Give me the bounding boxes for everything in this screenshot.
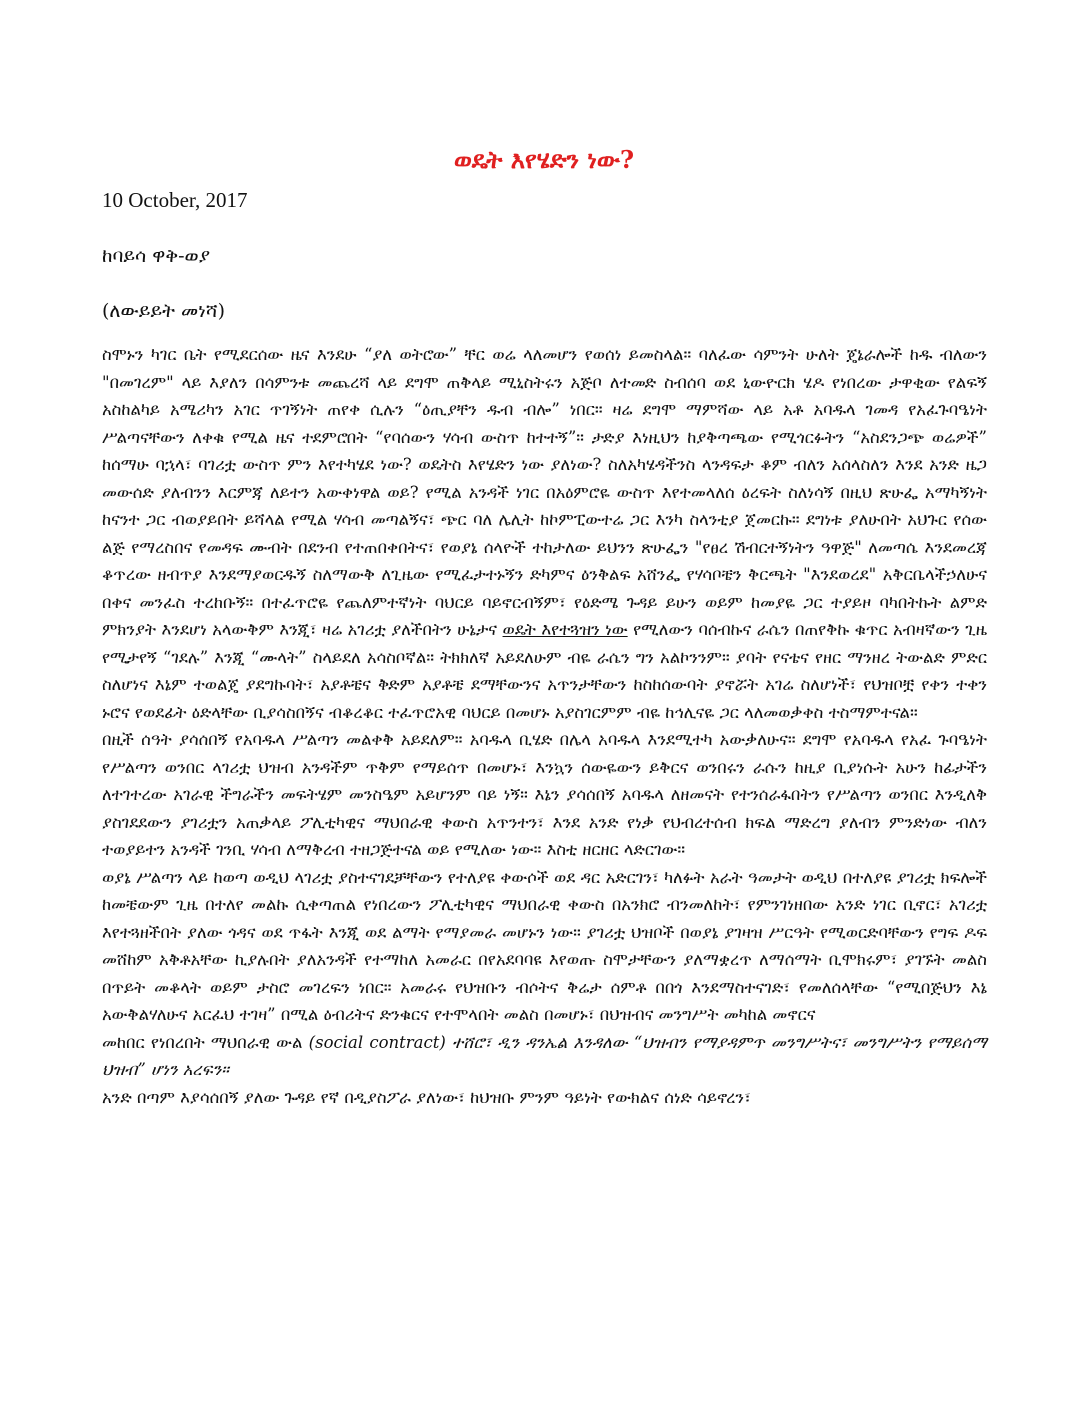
paragraph-text: የሚለውን ባሰብኩና ራሴን በጠየቅኩ ቁጥር አብዛኛውን ጊዜ የሚታየኝ “ገደሉ” እንጂ “ሙላት” ስላይደለ አሳስቦኛል። ትክክለኛ አይደለሁም ብዬ ራሴን ግን አልኮንንም። ያባት የናቴና የዘር ማንዘረ ትውልድ ምድር ስለሆነና እኔም ተወልጄ ያደግኩባት፣ አያቶቼና ቅድም አያቶቼ ደማቸውንና አጥንታቸውን ከስከሰውባት ያኖሯት አገሬ ስለሆነች፣ የህዝቦቿ የቀን ተቀን ኑሮና የወደፊት ዕድላቸው ቢያሳስበኝና ብቆረቆር ተፈጥሮአዊ ባህርይ በመሆኑ አያስገርምም ብዬ ከኅሊናዬ ጋር ላለመወቃቀስ ተስማምተናል። bbox=[102, 620, 987, 722]
author-line: ከባይሳ ዋቅ-ወያ bbox=[102, 245, 211, 267]
paragraph-3 bbox=[102, 864, 987, 1029]
paragraph-4 bbox=[102, 1029, 987, 1084]
article-body bbox=[102, 341, 987, 1111]
paragraph-text: አንድ በጣም እያሳሰበኝ ያለው ጉዳይ የኛ በዲያስፖራ ያለነው፣ ከህዝቡ ምንም ዓይነት የውክልና ሰነድ ሳይኖረን፣ bbox=[102, 1087, 751, 1107]
document-date: 10 October, 2017 bbox=[102, 188, 248, 212]
paragraph-text: በዚች ሰዓት ያሳሰበኝ የአባዱላ ሥልጣን መልቀቅ አይደለም። አባዱላ ቢሄድ በሌላ አባዱላ እንደሚተካ አውቃለሁና። ደግሞ የአባዱላ የአፈ ጉባዔነት የሥልጣን ወንበር ላገሪቷ ህዝብ አንዳችም ጥቅም የማይሰጥ በመሆኑ፣ እንኳን ሰውዬውን ይቅርና ወንበሩን ራሱን ከዚያ ቢያነሱት አሁን ከፊታችን ለተገተረው አገራዊ ችግራችን መፍትሄም መንስዔም አይሆንም ባይ ነኝ። እኔን ያሳሰበኝ አባዱላ ለዘመናት የተንሰራፋበትን የሥልጣን ወንበር እንዲለቅ ያስገደደውን ያገሪቷን አጠቃላይ ፖሊቲካዊና ማህበራዊ ቀውስ አጥንተን፣ እንደ አንድ የነቃ የህብረተሰብ ክፍል ማድረግ ያለብን ምንድነው ብለን ተወያይተን አንዳች ገንቢ ሃሳብ ለማቅረብ ተዘጋጅተናል ወይ የሚለው ነው። እስቲ ዘርዘር ላድርገው። bbox=[102, 730, 987, 859]
document-title: ወዴት እየሄድን ነው? bbox=[453, 145, 635, 174]
paragraph-text: ስሞኑን ካገር ቤት የሚደርሰው ዜና እንደሁ “ያለ ወትሮው” ቸር ወሬ ላለመሆን የወሰነ ይመስላል። ባለፈው ሳምንት ሁለት ጄኔራሎች ከዱ ብለውን "በመገረም" ላይ እያለን በሳምንቱ መጨረሻ ላይ ደግሞ ጠቅላይ ሚኒስትሩን አጅቦ ለተመድ ስብሰባ ወደ ኒውዮርክ ሄዶ የነበረው ታዋቂው የልፍኝ አስከልካይ አሜሪካን አገር ጥገኝነት ጠየቀ ሲሉን “ዕጢያቸን ዱብ ብሎ” ነበር። ዛሬ ደግሞ ማምሻው ላይ አቶ አባዱላ ገመዳ የአፈጉባዔነት ሥልጣናቸውን ለቀቁ የሚል ዜና ተደምሮበት “የባሰውን ሃሳብ ውስጥ ከተተኝ”። ታድያ እነዚህን ከያቅጣጫው የሚጎርፉትን “አስደንጋጭ ወሬዎች” ከሰማሁ ባኋላ፣ ባገሪቷ ውስጥ ምን እየተካሄደ ነው? ወዴትስ እየሄድን ነው ያለነው? ስለአካሄዳችንስ ላንዳፍታ ቆም ብለን አሰላስለን እንደ አንድ ዜጋ መውሰድ ያለብንን እርምጃ ለይተን አውቀነዋል ወይ? የሚል አንዳች ነገር በአዕምሮዬ ውስጥ እየተመላለሰ ዕረፍት ስለነሳኝ በዚህ ጽሁፌ አማካኝነት ከናንተ ጋር ብወያይበት ይሻላል የሚል ሃሳብ መጣልኝና፣ ጭር ባለ ሌሊት ከኮምፒውተሬ ጋር እንካ ስላንቲያ ጀመርኩ። ደግነቱ ያለሁበት አህጉር የሰው ልጅ የማረስበና የመዳፍ ሙብት በደንብ የተጠበቀበትና፣ የወያኔ ሰላዮች ተከታለው ይህንን ጽሁፌን "የፀረ ሽብርተኝነትን ዓዋጅ" ለመጣሴ እንደመረጃ ቆጥረው ዘብጥያ እንደማያወርዱኝ ስለማውቅ ለጊዜው የሚፈታተኑኝን ድካምና ዕንቅልፍ አሸንፌ የሃሳቦቼን ቅርጫት "እንደወረደ" አቅርቤላችኃለሁና በቀና መንፈስ ተረከቡኝ። በተፈጥሮዬ የጨለምተኛነት ባህርይ ባይኖርብኝም፣ የዕድሜ ጉዳይ ይሁን ወይም ከመያዬ ጋር ተያይዞ ባካበትኩት ልምድ ምክንያት እንደሆነ አላውቅም እንጂ፣ ዛሬ አገሪቷ ያለችበትን ሁኔታና bbox=[102, 345, 987, 639]
discussion-note: (ለውይይት መነሻ) bbox=[102, 300, 225, 322]
underlined-phrase: ወዴት እየተጓዝን ነው bbox=[502, 620, 628, 639]
paragraph-1 bbox=[102, 341, 987, 726]
paragraph-text: መከበር የነበረበት ማህበራዊ ውል bbox=[102, 1032, 309, 1052]
paragraph-2 bbox=[102, 726, 987, 864]
paragraph-text: ወያኔ ሥልጣን ላይ ከወጣ ወዲህ ላገሪቷ ያስተናገደቻቸውን የተለያዩ ቀውሶች ወደ ዳር አድርገን፣ ካለፉት አራት ዓመታት ወዲህ በተለያዩ ያገሪቷ ክፍሎች ከመቼውም ጊዜ በተለየ መልኩ ሲቀጣጠል የነበረውን ፖሊቲካዊና ማህበራዊ ቀውስ በአንክሮ ብንመለከት፣ የምንገነዘበው አንድ ነገር ቢኖር፣ አገሪቷ እየተጓዘችበት ያለው ጎዳና ወደ ጥፋት እንጂ ወደ ልማት የማያመራ መሆኑን ነው። ያገሪቷ ህዝቦች በወያኔ ያገዛዝ ሥርዓት የሚወርድባቸውን የግፍ ዶፍ መሸከም አቅቶአቸው ኪያሉበት ያለአንዳች የተማከለ አመራር በየአደባባዩ እየወጡ ስሞታቸውን ያለማቋረጥ ለማሰማት ቢሞክሩም፣ ያገኙት መልስ በጥይት መቆላት ወይም ታስሮ መገረፍን ነበር። አመራሩ የህዝቡን ብሶትና ቅሬታ ሰምቶ በበጎ እንደማስተናገድ፣ የመለሰላቸው “የሚበጅህን እኔ አውቅልሃለሁና አርፈህ ተገዛ” በሚል ዕብሪትና ድንቁርና የተሞላበት መልስ በመሆኑ፣ በህዝብና መንግሥት መካከል መኖርና bbox=[102, 867, 987, 1024]
paragraph-5 bbox=[102, 1084, 987, 1112]
italic-phrase: (social contract) ተሸሮ፣ ዲን ዳንኤል እንዳለው “ህዝብን የማያዳምጥ መንግሥትና፣ መንግሥትን የማይሰማ ህዝብ” ሆነን አረፍን። bbox=[102, 1032, 988, 1079]
